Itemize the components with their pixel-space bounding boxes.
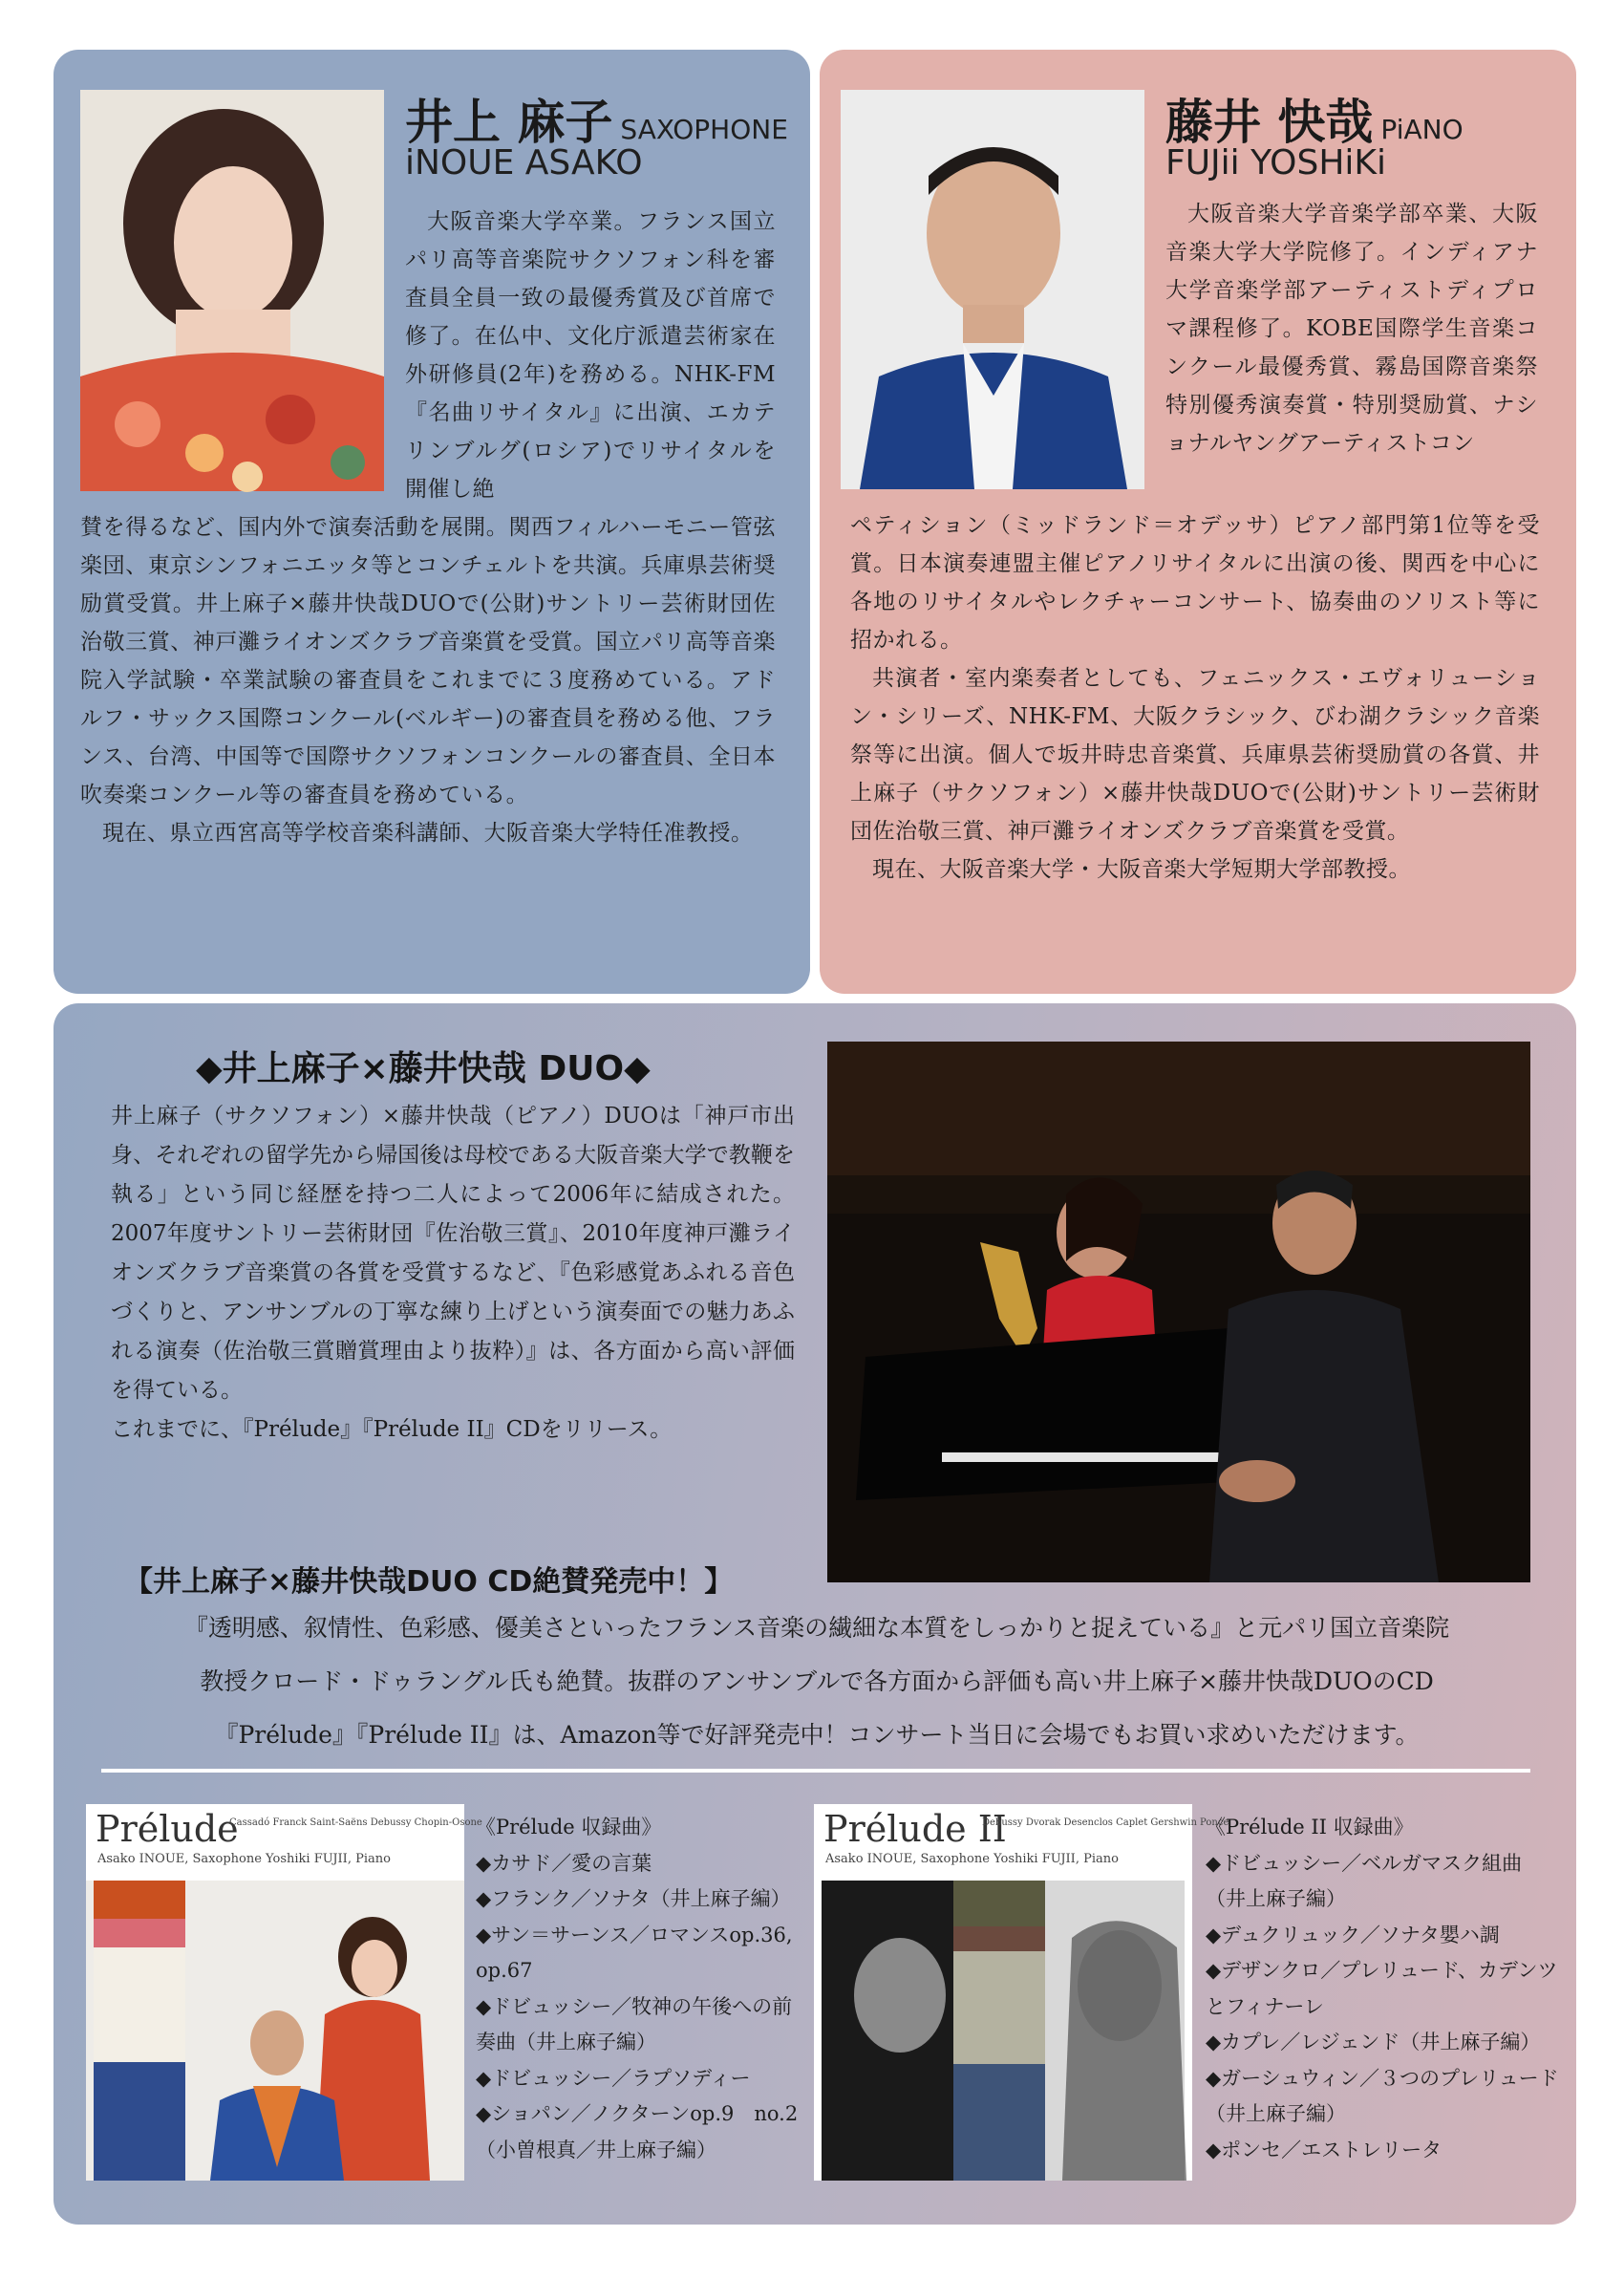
- inoue-role: SAXOPHONE: [620, 114, 788, 145]
- album-cover-artists: Asako INOUE, Saxophone Yoshiki FUJII, Piano: [97, 1852, 391, 1866]
- track-item: ◆ガーシュウィン／３つのプレリュード: [1206, 2066, 1559, 2090]
- inoue-bio-bottom: [80, 508, 776, 852]
- track-item: ◆ドビュッシー／ラプソディー: [476, 2066, 751, 2090]
- album-cover-prelude: [86, 1804, 482, 2181]
- cd-sale-line: 『透明感、叙情性、色彩感、優美さといったフランス音楽の繊細な本質をしっかりと捉えている』と元パリ国立音楽院: [183, 1614, 1450, 1642]
- track-item: ◆サン＝サーンス／ロマンスop.36,: [476, 1923, 793, 1946]
- album1-tracklist-title: 《Prélude 収録曲》: [476, 1816, 662, 1838]
- track-item: ◆カプレ／レジェンド（井上麻子編）: [1206, 2031, 1541, 2053]
- album2-tracklist: [1206, 1810, 1559, 2168]
- inoue-bio-top: [405, 203, 776, 508]
- album-cover-composers: Cassadó Franck Saint-Saëns Debussy Chopin-Osone: [229, 1817, 482, 1828]
- fujii-bio-bottom: [850, 506, 1540, 889]
- track-item: ◆フランク／ソナタ（井上麻子編）: [476, 1887, 791, 1910]
- album-cover-artwork: [86, 1881, 464, 2181]
- track-item: ◆ポンセ／エストレリータ: [1206, 2138, 1442, 2161]
- cd-sale-line: 『Prélude』『Prélude II』は、Amazon等で好評発売中！コンサート当日に会場でもお買い求めいただけます。: [214, 1721, 1420, 1749]
- track-item: ◆デュクリュック／ソナタ嬰ハ調: [1206, 1923, 1500, 1946]
- track-item: （小曽根真／井上麻子編）: [476, 2138, 716, 2161]
- fujii-bio-paragraph: 共演者・室内楽奏者としても、フェニックス・エヴォリューション・シリーズ、NHK-FM、大阪クラシック、びわ湖クラシック音楽祭等に出演。個人で坂井時忠音楽賞、兵庫県芸術奨励賞の各賞、井上麻子（サクソフォン）×藤井快哉DUOで(公財)サントリー芸術財団佐治敬三賞、神戸灘ライオンズクラブ音楽賞を受賞。: [850, 666, 1540, 844]
- fujii-name-jp: 藤井 快哉: [1165, 95, 1374, 150]
- album-cover-title: Prélude: [96, 1808, 239, 1850]
- cd-sale-heading: 【井上麻子×藤井快哉DUO CD絶賛発売中！】: [124, 1565, 734, 1599]
- track-item: ◆ショパン／ノクターンop.9 no.2: [476, 2102, 799, 2125]
- fujii-bio-paragraph: ペティション（ミッドランド＝オデッサ）ピアノ部門第1位等を受賞。日本演奏連盟主催ピアノリサイタルに出演の後、関西を中心に各地のリサイタルやレクチャーコンサート、協奏曲のソリスト等に招かれる。: [850, 513, 1540, 653]
- album-cover-prelude-ii: [814, 1804, 1229, 2181]
- fujii-bio-paragraph: 大阪音楽大学音楽学部卒業、大阪音楽大学大学院修了。インディアナ大学音楽学部アーティストディプロマ課程修了。KOBE国際学生音楽コンクール最優秀賞、霧島国際音楽祭特別優秀演奏賞・特別奨励賞、ナショナルヤングアーティストコン: [1165, 202, 1538, 456]
- album2-tracklist-title: 《Prélude II 収録曲》: [1206, 1816, 1414, 1838]
- inoue-bio-paragraph: 賛を得るなど、国内外で演奏活動を展開。関西フィルハーモニー管弦楽団、東京シンフォニエッタ等とコンチェルトを共演。兵庫県芸術奨励賞受賞。井上麻子×藤井快哉DUOで(公財)サントリー芸術財団佐治敬三賞、神戸灘ライオンズクラブ音楽賞を受賞。国立パリ高等音楽院入学試験・卒業試験の審査員をこれまでに３度務めている。アドルフ・サックス国際コンクール(ベルギー)の審査員を務める他、フランス、台湾、中国等で国際サクソフォンコンクールの審査員、全日本吹奏楽コンクール等の審査員を務めている。: [80, 515, 776, 807]
- track-item: 奏曲（井上麻子編）: [476, 2031, 656, 2053]
- album-cover-artwork: [814, 1881, 1192, 2181]
- track-item: とフィナーレ: [1206, 1994, 1324, 2018]
- track-item: ◆ドビュッシー／ベルガマスク組曲: [1206, 1851, 1523, 1875]
- inoue-bio-paragraph: 現在、県立西宮高等学校音楽科講師、大阪音楽大学特任准教授。: [102, 821, 754, 846]
- album-cover-artists: Asako INOUE, Saxophone Yoshiki FUJII, Piano: [825, 1852, 1119, 1866]
- inoue-name-jp: 井上 麻子: [405, 95, 613, 150]
- track-item: ◆ドビュッシー／牧神の午後への前: [476, 1994, 793, 2018]
- section-divider: [101, 1769, 1530, 1773]
- album-cover-composers: Debussy Dvorak Desenclos Caplet Gershwin Ponce: [982, 1817, 1229, 1828]
- album1-tracklist: [476, 1810, 798, 2168]
- fujii-bio-top: [1165, 195, 1538, 462]
- fujii-bio-paragraph: 現在、大阪音楽大学・大阪音楽大学短期大学部教授。: [872, 857, 1411, 882]
- fujii-role: PiANO: [1380, 114, 1464, 145]
- inoue-bio-paragraph: 大阪音楽大学卒業。フランス国立パリ高等音楽院サクソフォン科を審査員全員一致の最優秀賞及び首席で修了。在仏中、文化庁派遣芸術家在外研修員(2年)を務める。NHK-FM『名曲リサイタル』に出演、エカテリンブルグ(ロシア)でリサイタルを開催し絶: [405, 209, 776, 502]
- track-item: （井上麻子編）: [1206, 1887, 1346, 1910]
- track-item: ◆カサド／愛の言葉: [476, 1851, 652, 1875]
- track-item: ◆デザンクロ／プレリュード、カデンツ: [1206, 1959, 1558, 1982]
- album-cover-title: Prélude II: [823, 1808, 1007, 1850]
- track-item: （井上麻子編）: [1206, 2102, 1346, 2125]
- fujii-name-en: FUJii YOSHiKi: [1165, 143, 1387, 183]
- duo-description: [111, 1097, 795, 1450]
- duo-heading: ◆井上麻子×藤井快哉 DUO◆: [196, 1049, 651, 1088]
- cd-sale-text: [115, 1602, 1519, 1762]
- duo-performance-photo: [827, 1042, 1530, 1582]
- inoue-portrait-photo: [80, 90, 384, 491]
- fujii-portrait-photo: [841, 90, 1144, 489]
- inoue-name-en: iNOUE ASAKO: [405, 143, 643, 183]
- track-item: op.67: [476, 1959, 533, 1982]
- cd-sale-line: 教授クロード・ドゥラングル氏も絶賛。抜群のアンサンブルで各方面から評価も高い井上麻子×藤井快哉DUOのCD: [200, 1667, 1434, 1695]
- duo-description-text: 井上麻子（サクソフォン）×藤井快哉（ピアノ）DUOは「神戸市出身、それぞれの留学先から帰国後は母校である大阪音楽大学で教鞭を執る」という同じ経歴を持つ二人によって2006年に結成された。2007年度サントリー芸術財団『佐治敬三賞』、2010年度神戸灘ライオンズクラブ音楽賞の各賞を受賞するなど、『色彩感覚あふれる音色づくりと、アンサンブルの丁寧な練り上げという演奏面での魅力あふれる演奏（佐治敬三賞贈賞理由より抜粋）』は、各方面から高い評価を得ている。: [111, 1104, 795, 1403]
- duo-releases-text: これまでに、『Prélude』『Prélude II』CDをリリース。: [111, 1417, 673, 1442]
